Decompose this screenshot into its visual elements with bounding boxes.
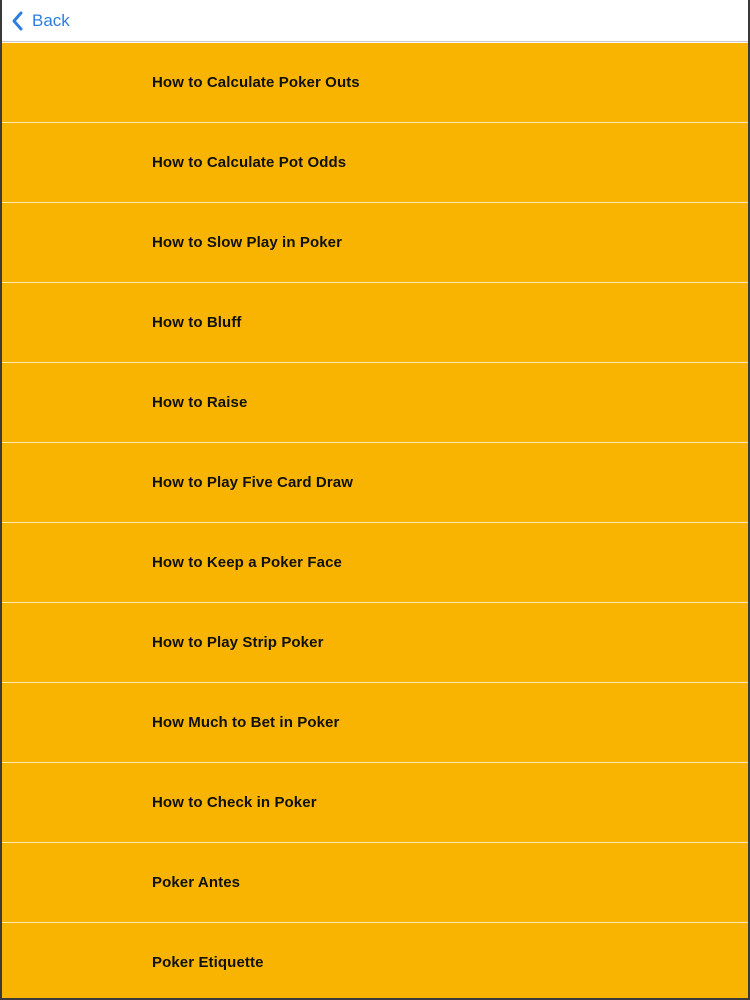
list-item-label: How Much to Bet in Poker: [152, 714, 340, 731]
list-item-label: How to Calculate Pot Odds: [152, 154, 347, 171]
list-item-label: How to Check in Poker: [152, 794, 317, 811]
list-item[interactable]: [2, 843, 748, 923]
list-item[interactable]: [2, 523, 748, 603]
list-item[interactable]: [2, 203, 748, 283]
list-item-label: How to Keep a Poker Face: [152, 554, 342, 571]
navigation-bar: [2, 0, 748, 42]
back-button[interactable]: [2, 0, 70, 41]
list-item[interactable]: [2, 43, 748, 123]
back-label: Back: [32, 11, 70, 30]
list-item[interactable]: [2, 123, 748, 203]
list-item[interactable]: [2, 363, 748, 443]
chevron-left-icon: [10, 10, 26, 32]
topic-list: [2, 43, 748, 1000]
list-item-label: Poker Etiquette: [152, 954, 264, 971]
list-item-label: How to Slow Play in Poker: [152, 234, 343, 251]
list-item[interactable]: [2, 443, 748, 523]
list-item[interactable]: [2, 283, 748, 363]
list-item-label: Poker Antes: [152, 874, 241, 891]
list-item-label: How to Raise: [152, 394, 248, 411]
list-item-label: How to Play Five Card Draw: [152, 474, 353, 491]
list-item[interactable]: [2, 763, 748, 843]
list-item-label: How to Bluff: [152, 314, 242, 331]
list-item-label: How to Calculate Poker Outs: [152, 74, 360, 91]
list-item-label: How to Play Strip Poker: [152, 634, 324, 651]
list-item[interactable]: [2, 603, 748, 683]
list-item[interactable]: [2, 923, 748, 1000]
list-item[interactable]: [2, 683, 748, 763]
